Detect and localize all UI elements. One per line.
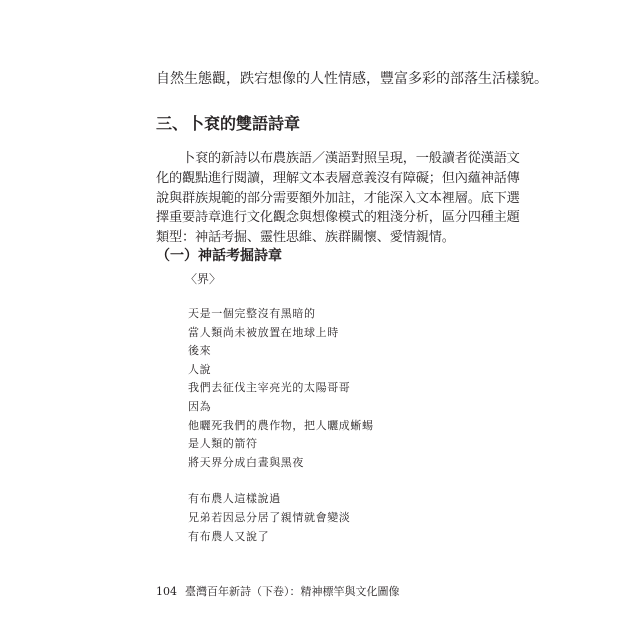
- body-paragraph: [156, 149, 520, 248]
- poem-line: 他曬死我們的農作物，把人曬成蜥蜴: [188, 418, 374, 432]
- poem-line: 兄弟若因忌分居了親情就會變淡: [188, 510, 351, 524]
- poem-line: 天是一個完整沒有黑暗的: [188, 307, 316, 320]
- poem-line: 我們去征伐主宰亮光的太陽哥哥: [188, 381, 351, 395]
- page-number: 104: [156, 585, 177, 598]
- poem-line: 當人類尚未被放置在地球上時: [188, 325, 339, 339]
- poem-line: 後來: [188, 344, 212, 358]
- poem-title: 〈界〉: [185, 272, 222, 286]
- poem-body: [188, 305, 488, 546]
- paragraph-line: 說與群族規範的部分需要額外加註，才能深入文本裡層。底下選: [156, 190, 520, 206]
- sub-heading: （一）神話考掘詩章: [156, 248, 282, 264]
- intro-line: 自然生態觀，跌宕想像的人性情感，豐富多彩的部落生活樣貌。: [156, 71, 548, 87]
- poem-line: 人說: [188, 362, 212, 376]
- poem-line: 有布農人又說了: [188, 529, 270, 543]
- paragraph-line: 擇重要詩章進行文化觀念與想像模式的粗淺分析，區分四種主題: [156, 210, 520, 226]
- poem-line: 有布農人這樣說過: [188, 492, 281, 506]
- poem-line: 是人類的箭符: [188, 437, 258, 451]
- poem-line: 將天界分成白晝與黑夜: [188, 455, 304, 469]
- page-footer: [156, 585, 400, 599]
- paragraph-line: 化的觀點進行閱讀，理解文本表層意義沒有障礙；但內蘊神話傳: [156, 170, 520, 186]
- paragraph-line: 類型：神話考掘、靈性思維、族群關懷、愛情親情。: [156, 230, 455, 246]
- running-title: 臺灣百年新詩（下卷）：精神標竿與文化圖像: [185, 585, 400, 598]
- stanza-break: [188, 472, 488, 490]
- poem-line: 因為: [188, 399, 212, 413]
- section-heading: 三、卜袞的雙語詩章: [156, 114, 301, 133]
- paragraph-line: 卜袞的新詩以布農族語／漢語對照呈現，一般讀者從漢語文: [182, 151, 520, 166]
